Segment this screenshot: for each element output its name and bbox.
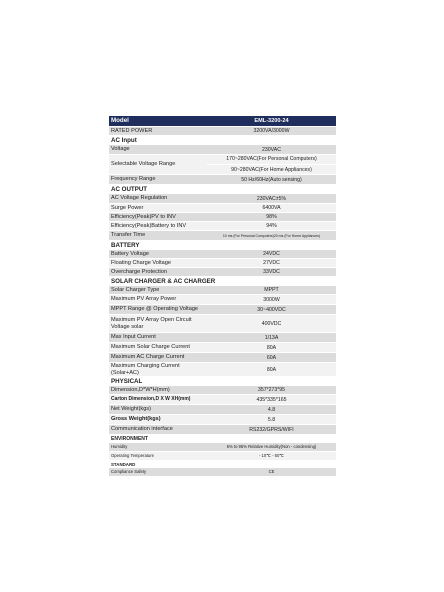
dimension-value: 357*273*95 [257,387,286,393]
carton-dimension-label: Carton Dimension,D X W XH(mm) [111,396,191,403]
section-standard: STANDARD [109,461,336,468]
surge-power-label: Surge Power [111,204,144,211]
communication-row [109,425,336,435]
compliance-safety-row [109,468,336,477]
open-circuit-voltage-label: Maximum PV Array Open Circuit Voltage solar [111,317,192,330]
max-charging-current-row [109,363,336,377]
efficiency-pv-value: 98% [266,214,277,220]
selectable-voltage-label: Selectable Voltage Range [111,161,176,168]
efficiency-battery-value: 94% [266,223,277,229]
max-charging-current-value: 80A [266,366,277,373]
battery-voltage-row [109,250,336,259]
frequency-range-label: Frequency Range [111,176,156,183]
ac-voltage-regulation-label: AC Voltage Regulation [111,195,168,202]
net-weight-label: Net Weight(kgs) [111,406,151,413]
open-circuit-voltage-value: 400VDC [261,320,282,327]
ac-charge-current-label: Maximum AC Charge Current [111,354,185,361]
solar-charge-current-value: 80A [266,344,277,351]
solar-charger-type-row [109,286,336,295]
communication-label: Communication interface [111,426,173,433]
section-battery: BATTERY [109,241,336,250]
selectable-voltage-value-2: 90~280VAC(For Home Appliances) [231,166,312,173]
net-weight-row [109,405,336,415]
model-header-row [109,116,336,127]
transfer-time-row [109,231,336,241]
efficiency-pv-label: Efficiency(Peak)PV to INV [111,213,176,220]
transfer-time-value: 10 ms (For Personal Computers)20 ms (For Home Appliances) [222,233,321,238]
compliance-safety-label: Compliance Safety [111,468,147,474]
ac-charge-current-value: 60A [266,354,277,361]
ac-input-voltage-value: 230VAC [262,146,281,153]
humidity-value: 5% to 95% Relative Humidity(Non - condensing) [226,444,317,449]
efficiency-battery-label: Efficiency(Peak)Battery to INV [111,222,187,229]
ac-input-voltage-label: Voltage [111,146,130,153]
solar-charger-type-label: Solar Charger Type [111,286,160,293]
floating-charge-label: Floating Charge Voltage [111,259,172,266]
selectable-voltage-value-1: 170~280VAC(For Personal Computers) [207,155,336,166]
section-ac-output: AC OUTPUT [109,185,336,194]
gross-weight-row [109,415,336,425]
overcharge-protection-value: 33VDC [263,269,280,275]
max-input-current-row [109,333,336,343]
gross-weight-value: 5.8 [267,416,276,423]
rated-power-row [109,127,336,136]
efficiency-pv-row [109,213,336,222]
max-pv-power-label: Maximum PV Array Power [111,296,177,303]
humidity-row [109,443,336,452]
mppt-range-row [109,305,336,315]
mppt-range-label: MPPT Range @ Operating Voltage [111,306,199,313]
rated-power-label: RATED POWER [111,127,153,134]
frequency-range-value: 50 Hz/60Hz(Auto sensing) [241,176,302,183]
section-environment: ENVIRONMENT [109,435,336,443]
battery-voltage-label: Battery Voltage [111,250,149,257]
max-charging-current-label: Maximum Charging Current (Solar+AC) [111,363,180,376]
rated-power-value: 3200VA/3000W [253,128,290,134]
selectable-voltage-row [109,155,336,175]
overcharge-protection-label: Overcharge Protection [111,268,167,275]
ac-input-voltage-row [109,145,336,155]
gross-weight-label: Gross Weight(kgs) [111,416,161,423]
surge-power-value: 6400VA [262,205,281,211]
solar-charge-current-label: Maximum Solar Charge Current [111,344,190,351]
carton-dimension-value: 435*335*165 [256,396,287,403]
transfer-time-label: Transfer Time [111,232,146,239]
operating-temperature-label: Operating Temperature [111,452,154,458]
mppt-range-value: 30~400VDC [257,306,286,313]
max-input-current-label: Max Input Current [111,334,156,341]
section-physical: PHYSICAL [109,377,336,386]
floating-charge-value: 27VDC [263,260,280,266]
floating-charge-row [109,259,336,268]
operating-temperature-value: - 10℃ - 50℃ [258,453,284,458]
solar-charger-type-value: MPPT [264,287,279,293]
ac-charge-current-row [109,353,336,363]
ac-voltage-regulation-row [109,194,336,204]
efficiency-battery-row [109,222,336,231]
model-label: Model [111,116,129,124]
ac-voltage-regulation-value: 230VAC±5% [256,195,287,202]
surge-power-row [109,204,336,213]
max-input-current-value: 1/13A [264,334,279,341]
open-circuit-voltage-row [109,315,336,333]
carton-dimension-row [109,395,336,405]
operating-temperature-row [109,452,336,461]
net-weight-value: 4.8 [267,406,276,413]
solar-charge-current-row [109,343,336,353]
section-ac-input: AC Input [109,136,336,145]
model-value: EML-3200-24 [254,118,289,124]
max-pv-power-value: 3000W [263,296,280,303]
dimension-row [109,386,336,395]
dimension-label: Dimension,D*W*H(mm) [111,386,170,393]
battery-voltage-value: 24VDC [263,251,280,257]
communication-value: RS232/GPRS/WIFI [249,426,294,433]
section-solar-charger: SOLAR CHARGER & AC CHARGER [109,277,336,286]
humidity-label: Humidity [111,443,128,449]
frequency-range-row [109,175,336,185]
overcharge-protection-row [109,268,336,277]
max-pv-power-row [109,295,336,305]
compliance-safety-value: CE [268,469,275,474]
spec-sheet [109,116,336,477]
